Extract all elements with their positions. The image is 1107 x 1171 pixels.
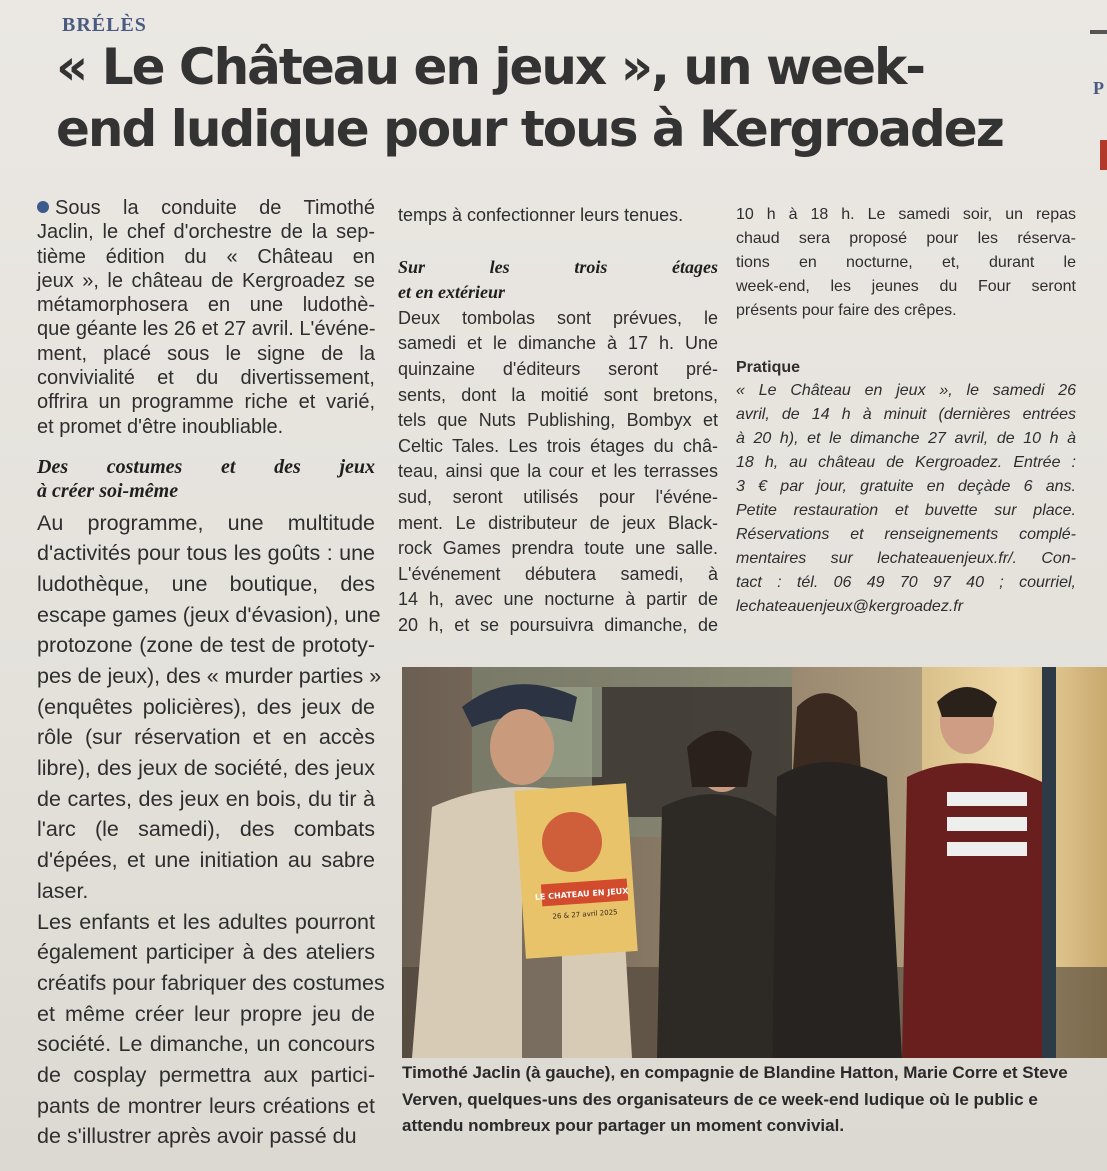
adjacent-article-mark [1100, 140, 1107, 170]
body-line: de cosplay permettra aux partici- [37, 1062, 375, 1087]
body-line: 20 h, et se poursuivra dimanche, de [398, 614, 718, 635]
body-line: société. Le dimanche, un concours [37, 1032, 375, 1057]
body-line: et même créer leur propre jeu de [37, 1001, 375, 1026]
practical-line: lechateauenjeux@kergroadez.fr [736, 598, 964, 615]
body-line: rock Games prendra toute une salle. [398, 538, 718, 559]
practical-line: avril, de 14 h à minuit (dernières entrées [736, 406, 1076, 423]
intro-line: offrira un programme riche et varié, [37, 391, 375, 414]
practical-line: tact : tél. 06 49 70 97 40 ; courriel, [736, 574, 1076, 591]
body-line: tions en nocturne, et, durant le [736, 254, 1076, 271]
intro-line: jeux », le château de Kergroadez se [37, 269, 375, 292]
photo-caption [402, 1060, 1107, 1140]
article-column-2 [398, 203, 718, 639]
poster-dates: 26 & 27 avril 2025 [552, 908, 618, 921]
practical-line: « Le Château en jeux », le samedi 26 [736, 382, 1076, 399]
body-line: de cartes, des jeux en bois, du tir à [37, 786, 375, 811]
body-line: (enquêtes policières), des jeux de [37, 694, 375, 719]
body-line: créatifs pour fabriquer des costumes [37, 970, 385, 995]
subheading-line: Des costumes et des jeux [37, 455, 375, 478]
subheading-line: à créer soi-même [37, 480, 179, 503]
intro-paragraph [37, 196, 375, 439]
body-line: protozone (zone de test de prototy- [37, 633, 375, 658]
body-line: Les enfants et les adultes pourront [37, 909, 375, 934]
body-line: quinzaine d'éditeurs seront pré- [398, 358, 718, 379]
article-headline: « Le Château en jeux », un week-end ludique pour tous à Kergroadez [56, 38, 1003, 158]
practical-line: Réservations et renseignements complé- [736, 526, 1076, 543]
body-line: d'épées, et une initiation au sabre [37, 848, 375, 873]
subheading-line: et en extérieur [398, 282, 505, 303]
intro-line: métamorphosera en une ludothè- [37, 294, 375, 317]
article-column-3 [736, 203, 1076, 619]
body-line: d'activités pour tous les goûts : une [37, 541, 375, 566]
body-line: présents pour faire des crêpes. [736, 302, 957, 319]
body-line: sents, dont la moitié sont bretons, [398, 384, 718, 405]
practical-line: mentaires sur lechateauenjeux.fr/. Con- [736, 550, 1076, 567]
body-line: chaud sera proposé pour les réserva- [736, 230, 1076, 247]
body-line: l'arc (le samedi), des combats [37, 817, 375, 842]
caption-line: Timothé Jaclin (à gauche), en compagnie de Blandine Hatton, Marie Corre et Steve [402, 1063, 1068, 1082]
program-paragraph [37, 508, 385, 1152]
intro-line: convivialité et du divertissement, [37, 367, 375, 390]
body-line: laser. [37, 878, 89, 903]
body-line: teau, ainsi que la cour et les terrasses [398, 461, 718, 482]
practical-line: Petite restauration et buvette sur place. [736, 502, 1076, 519]
practical-line: 18 h, au château de Kergroadez. Entrée : [736, 454, 1076, 471]
body-line: samedi et le dimanche à 17 h. Une [398, 333, 718, 354]
practical-info-text [736, 379, 1076, 619]
evening-paragraph [736, 203, 1076, 323]
floors-paragraph [398, 306, 718, 639]
continuation-line: temps à confectionner leurs tenues. [398, 205, 684, 225]
body-line: de s'illustrer après avoir passé du [37, 1124, 357, 1149]
section-kicker: BRÉLÈS [62, 14, 147, 36]
body-line: Celtic Tales. Les trois étages du châ- [398, 435, 718, 456]
subheading-floors [398, 255, 718, 306]
intro-line: Jaclin, le chef d'orchestre de la sep- [37, 221, 375, 244]
intro-line: et promet d'être inoubliable. [37, 415, 284, 438]
caption-line: Verven, quelques-uns des organisateurs de ce week-end ludique où le public e [402, 1089, 1038, 1109]
body-line: 10 h à 18 h. Le samedi soir, un repas [736, 206, 1076, 223]
intro-line: que géante les 26 et 27 avril. L'événe- [37, 318, 376, 341]
subheading-line: Sur les trois étages [398, 256, 718, 277]
body-line: Au programme, une multitude [37, 510, 375, 535]
body-line: escape games (jeux d'évasion), une [37, 602, 381, 627]
paragraph-bullet [37, 201, 49, 213]
body-line: 14 h, avec une nocturne à partir de [398, 589, 718, 610]
caption-line: attendu nombreux pour partager un moment convivial. [402, 1116, 845, 1135]
body-line: sud, seront utilisés pour l'événe- [398, 486, 718, 507]
body-line: pes de jeux), des « murder parties » [37, 664, 382, 688]
intro-line: Sous la conduite de Timothé [37, 196, 375, 220]
body-line: tels que Nuts Publishing, Bombyx et [398, 410, 718, 431]
adjacent-article-letter: P [1093, 78, 1104, 98]
body-line: ludothèque, une boutique, des [37, 571, 375, 596]
article-column-1 [37, 196, 385, 1152]
body-line: ment. Le distributeur de jeux Black- [398, 512, 718, 533]
body-line: Deux tombolas sont prévues, le [398, 307, 718, 328]
body-line: week-end, les jeunes du Four seront [736, 278, 1076, 295]
body-line: pants de montrer leurs créations et [37, 1093, 375, 1118]
body-line: rôle (sur réservation et en accès [37, 725, 375, 750]
body-line: libre), des jeux de société, des jeux [37, 756, 375, 781]
adjacent-article-rule [1090, 30, 1107, 34]
body-line: également participer à des ateliers [37, 940, 375, 965]
subheading-costumes [37, 455, 375, 504]
practical-line: à 20 h), et le dimanche 27 avril, de 10 h à [736, 430, 1076, 447]
poster-title: LE CHATEAU EN JEUX [534, 886, 629, 902]
body-line: L'événement débutera samedi, à [398, 563, 718, 584]
organizers-photo [402, 667, 1107, 1058]
intro-line: ment, placé sous le signe de la [37, 342, 375, 365]
practical-line: 3 € par jour, gratuite en deçàde 6 ans. [736, 478, 1076, 495]
practical-info-title: Pratique [736, 359, 801, 376]
intro-line: tième édition du « Château en [37, 245, 375, 268]
article-photo [402, 667, 1107, 1058]
